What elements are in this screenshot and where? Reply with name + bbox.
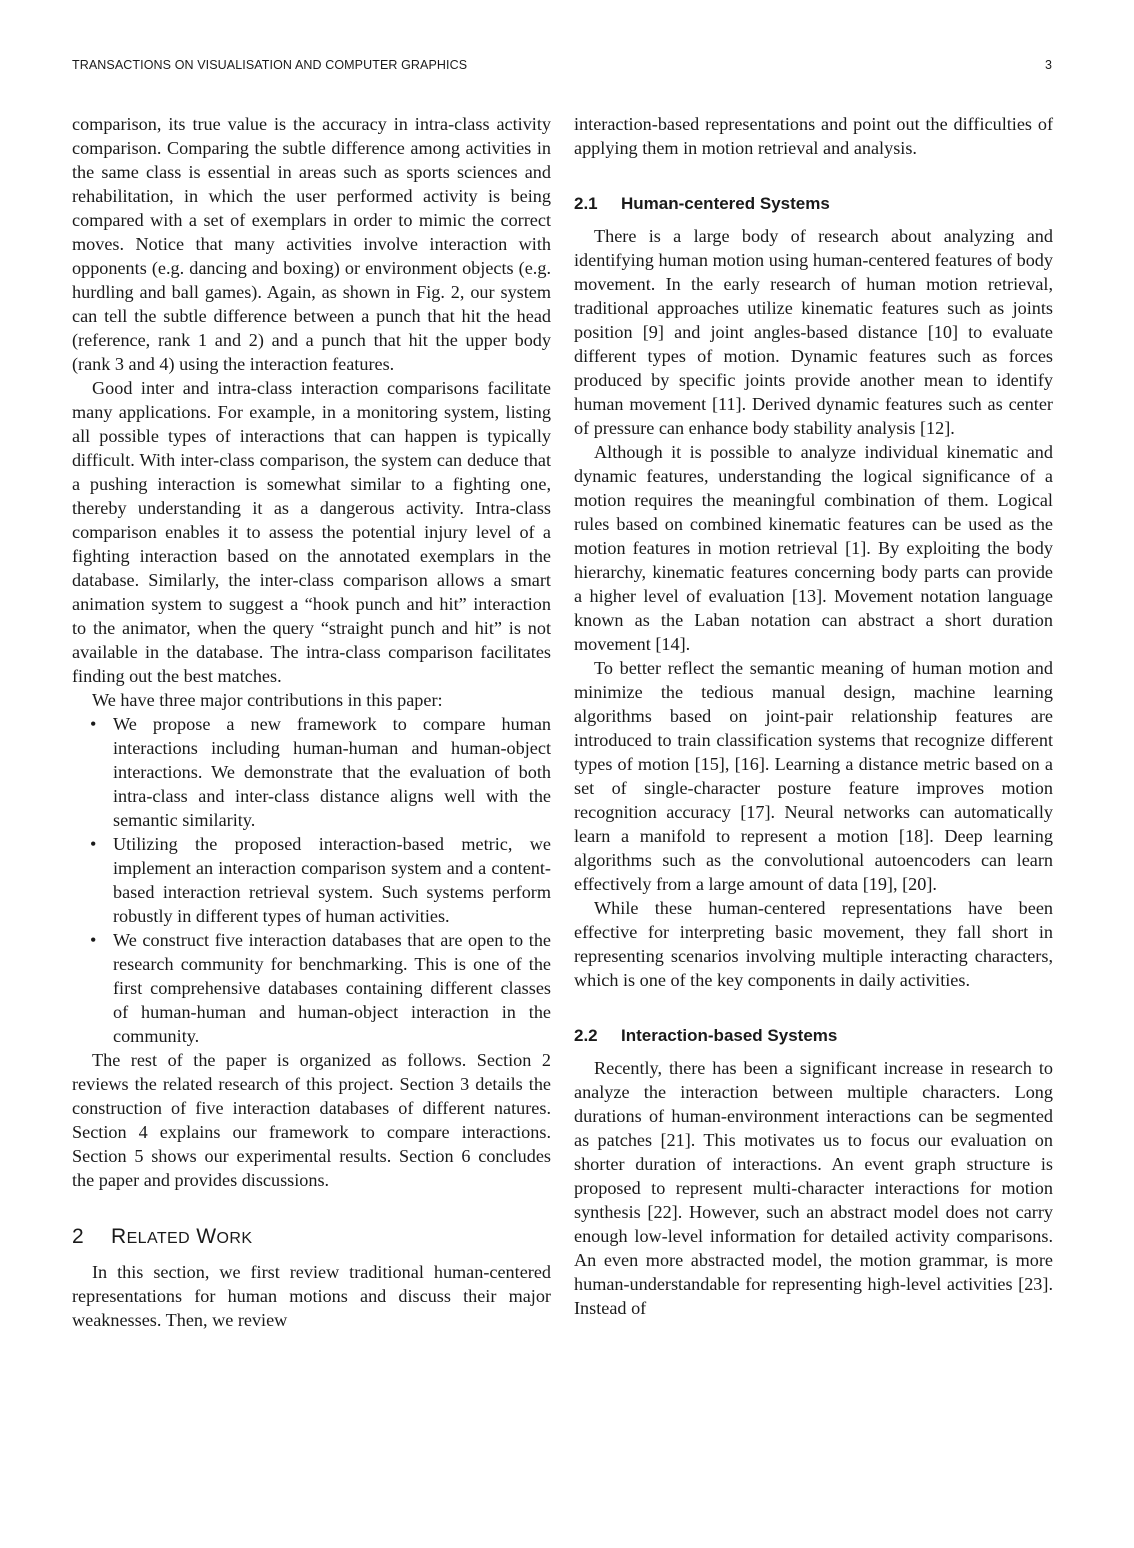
list-item-text: We propose a new framework to compare human interactions including human-human and human-object interactions. We demonstrate that the evaluation of both intra-class and inter-class distance aligns well with the semantic similarity. xyxy=(113,714,551,830)
list-item xyxy=(72,928,551,1048)
paragraph: Recently, there has been a significant increase in research to analyze the interaction between multiple characters. Long durations of human-environment interactions can be segmented as patches [21]. This motivates us to focus our evaluation on shorter duration of interactions. An event graph structure is proposed to represent multi-character interactions for motion synthesis [22]. However, such an abstract model does not carry enough low-level information for detailed activity comparisons. An even more abstracted model, the motion grammar, is more human-understandable for representing high-level activities [23]. Instead of xyxy=(574,1058,1053,1318)
subsection-title: Interaction-based Systems xyxy=(621,1026,838,1045)
left-column xyxy=(72,112,551,1332)
section-title-part: ORK xyxy=(216,1230,253,1247)
contributions-list xyxy=(72,712,551,1048)
subsection-heading xyxy=(574,1024,1053,1048)
paragraph: comparison, its true value is the accuracy in intra-class activity comparison. Comparing the subtle difference among activities in the same class is essential in areas such as sports sciences and rehabilitation, in which the user performed activity is being compared with a set of exemplars in order to mimic the correct moves. Notice that many activities involve interaction with opponents (e.g. dancing and boxing) or environment objects (e.g. hurdling and ball games). Again, as shown in Fig. 2, our system can tell the subtle difference between a punch that hit the head (reference, rank 1 and 2) and a punch that hit the upper body (rank 3 and 4) using the interaction features. xyxy=(72,114,551,374)
bullet-icon: • xyxy=(90,714,97,734)
paragraph: Good inter and intra-class interaction comparisons facilitate many applications. For example, in a monitoring system, listing all possible types of interactions that can happen is typically difficult. With inter-class comparison, the system can deduce that a pushing interaction is somewhat similar to a fighting one, thereby understanding it as a dangerous activity. Intra-class comparison enables it to assess the potential injury level of a fighting interaction based on the annotated exemplars in the database. Similarly, the inter-class comparison allows a smart animation system to suggest a “hook punch and hit” interaction to the animator, when the query “straight punch and hit” is not available in the database. The intra-class comparison facilitates finding out the best matches. xyxy=(72,378,551,686)
list-item-text: Utilizing the proposed interaction-based metric, we implement an interaction comparison system and a content-based interaction retrieval system. Such systems perform robustly in different types of human activities. xyxy=(113,834,551,926)
section-title-part: W xyxy=(196,1225,217,1248)
section-number: 2 xyxy=(72,1225,85,1248)
paragraph: To better reflect the semantic meaning of human motion and minimize the tedious manual design, machine learning algorithms based on joint-pair relationship features are introduced to train classification systems that recognize different types of motion [15], [16]. Learning a distance metric based on a set of single-character posture feature improves motion recognition accuracy [17]. Neural networks can automatically learn a manifold to represent a motion [18]. Deep learning algorithms such as the convolutional autoencoders can learn effectively from a large amount of data [19], [20]. xyxy=(574,658,1053,894)
list-item-text: We construct five interaction databases that are open to the research community for benchmarking. This is one of the first comprehensive databases containing different classes of human-human and human-object interaction in the community. xyxy=(113,930,551,1046)
bullet-icon: • xyxy=(90,834,97,854)
section-title-part: R xyxy=(111,1225,127,1248)
running-head xyxy=(72,58,1052,78)
paragraph: There is a large body of research about analyzing and identifying human motion using human-centered features of body movement. In the early research of human motion retrieval, traditional approaches utilize kinematic features such as joints position [9] and joint angles-based distance [10] to evaluate different types of motion. Dynamic features such as forces produced by specific joints provide another mean to identify human movement [11]. Derived dynamic features such as center of pressure can enhance body stability analysis [12]. xyxy=(574,226,1053,438)
paragraph: In this section, we first review traditional human-centered representations for human motions and discuss their major weaknesses. Then, we review xyxy=(72,1262,551,1330)
section-title-part: ELATED xyxy=(126,1230,191,1247)
journal-title: TRANSACTIONS ON VISUALISATION AND COMPUTER GRAPHICS xyxy=(72,58,468,72)
right-column xyxy=(574,112,1053,1320)
paragraph: While these human-centered representations have been effective for interpreting basic movement, they fall short in representing scenarios involving multiple interacting characters, which is one of the key components in daily activities. xyxy=(574,898,1053,990)
page-number: 3 xyxy=(1044,58,1052,72)
bullet-icon: • xyxy=(90,930,97,950)
paragraph: Although it is possible to analyze individual kinematic and dynamic features, understanding the logical significance of a motion requires the meaningful combination of them. Logical rules based on combined kinematic features can be used as the motion features in motion retrieval [1]. By exploiting the body hierarchy, kinematic features concerning body parts can provide a higher level of evaluation [13]. Movement notation language known as the Laban notation can abstract a short duration movement [14]. xyxy=(574,442,1053,654)
subsection-number: 2.2 xyxy=(574,1026,598,1045)
paragraph: interaction-based representations and point out the difficulties of applying them in motion retrieval and analysis. xyxy=(574,114,1053,158)
list-item xyxy=(72,832,551,928)
subsection-title: Human-centered Systems xyxy=(621,194,830,213)
paragraph: We have three major contributions in this paper: xyxy=(92,690,443,710)
subsection-number: 2.1 xyxy=(574,194,598,213)
list-item xyxy=(72,712,551,832)
subsection-heading xyxy=(574,192,1053,216)
paragraph: The rest of the paper is organized as follows. Section 2 reviews the related research of this project. Section 3 details the construction of five interaction databases of different natures. Section 4 explains our framework to compare interactions. Section 5 shows our experimental results. Section 6 concludes the paper and provides discussions. xyxy=(72,1050,551,1190)
section-heading xyxy=(72,1224,551,1252)
